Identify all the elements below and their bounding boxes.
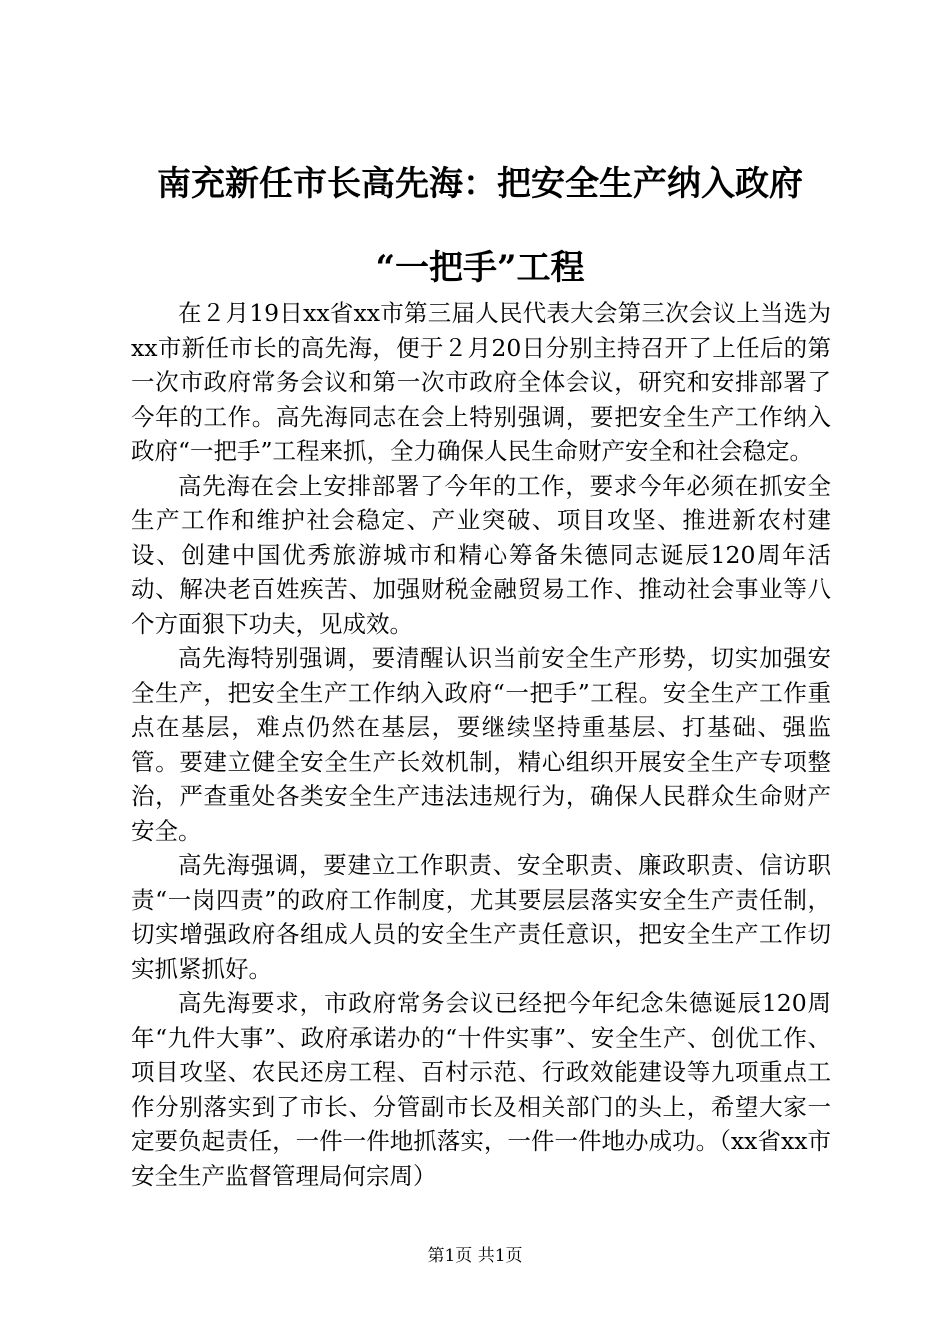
document-title-line-2: “一把手”工程 xyxy=(375,248,585,288)
paragraph-5: 高先海要求，市政府常务会议已经把今年纪念朱德诞辰120周年“九件大事”、政府承诺办的“十件实事”、安全生产、创优工作、项目攻坚、农民还房工程、百村示范、行政效能建设等九项重点工作分别落实到了市长、分管副市长及相关部门的头上，希望大家一定要负起责任，一件一件地抓落实，一件一件地办成功。（xx省xx市安全生产监督管理局何宗周） xyxy=(131,989,831,1190)
paragraph-2: 高先海在会上安排部署了今年的工作，要求今年必须在抓安全生产工作和维护社会稳定、产业突破、项目攻坚、推进新农村建设、创建中国优秀旅游城市和精心筹备朱德同志诞辰120周年活动、解决老百姓疾苦、加强财税金融贸易工作、推动社会事业等八个方面狠下功夫，见成效。 xyxy=(131,471,831,638)
page-number-footer: 第1页 共1页 xyxy=(427,1246,523,1266)
paragraph-3: 高先海特别强调，要清醒认识当前安全生产形势，切实加强安全生产，把安全生产工作纳入政府“一把手”工程。安全生产工作重点在基层，难点仍然在基层，要继续坚持重基层、打基础、强监管。要建立健全安全生产长效机制，精心组织开展安全生产专项整治，严查重处各类安全生产违法违规行为，确保人民群众生命财产安全。 xyxy=(131,644,831,845)
document-title-line-1: 南充新任市长高先海：把安全生产纳入政府 xyxy=(157,164,803,204)
paragraph-4: 高先海强调，要建立工作职责、安全职责、廉政职责、信访职责“一岗四责”的政府工作制度，尤其要层层落实安全生产责任制，切实增强政府各组成人员的安全生产责任意识，把安全生产工作切实抓紧抓好。 xyxy=(131,851,831,983)
document-body xyxy=(131,296,831,1193)
paragraph-1: 在２月19日xx省xx市第三届人民代表大会第三次会议上当选为xx市新任市长的高先海，便于２月20日分别主持召开了上任后的第一次市政府常务会议和第一次市政府全体会议，研究和安排部署了今年的工作。高先海同志在会上特别强调，要把安全生产工作纳入政府“一把手”工程来抓，全力确保人民生命财产安全和社会稳定。 xyxy=(131,299,831,465)
